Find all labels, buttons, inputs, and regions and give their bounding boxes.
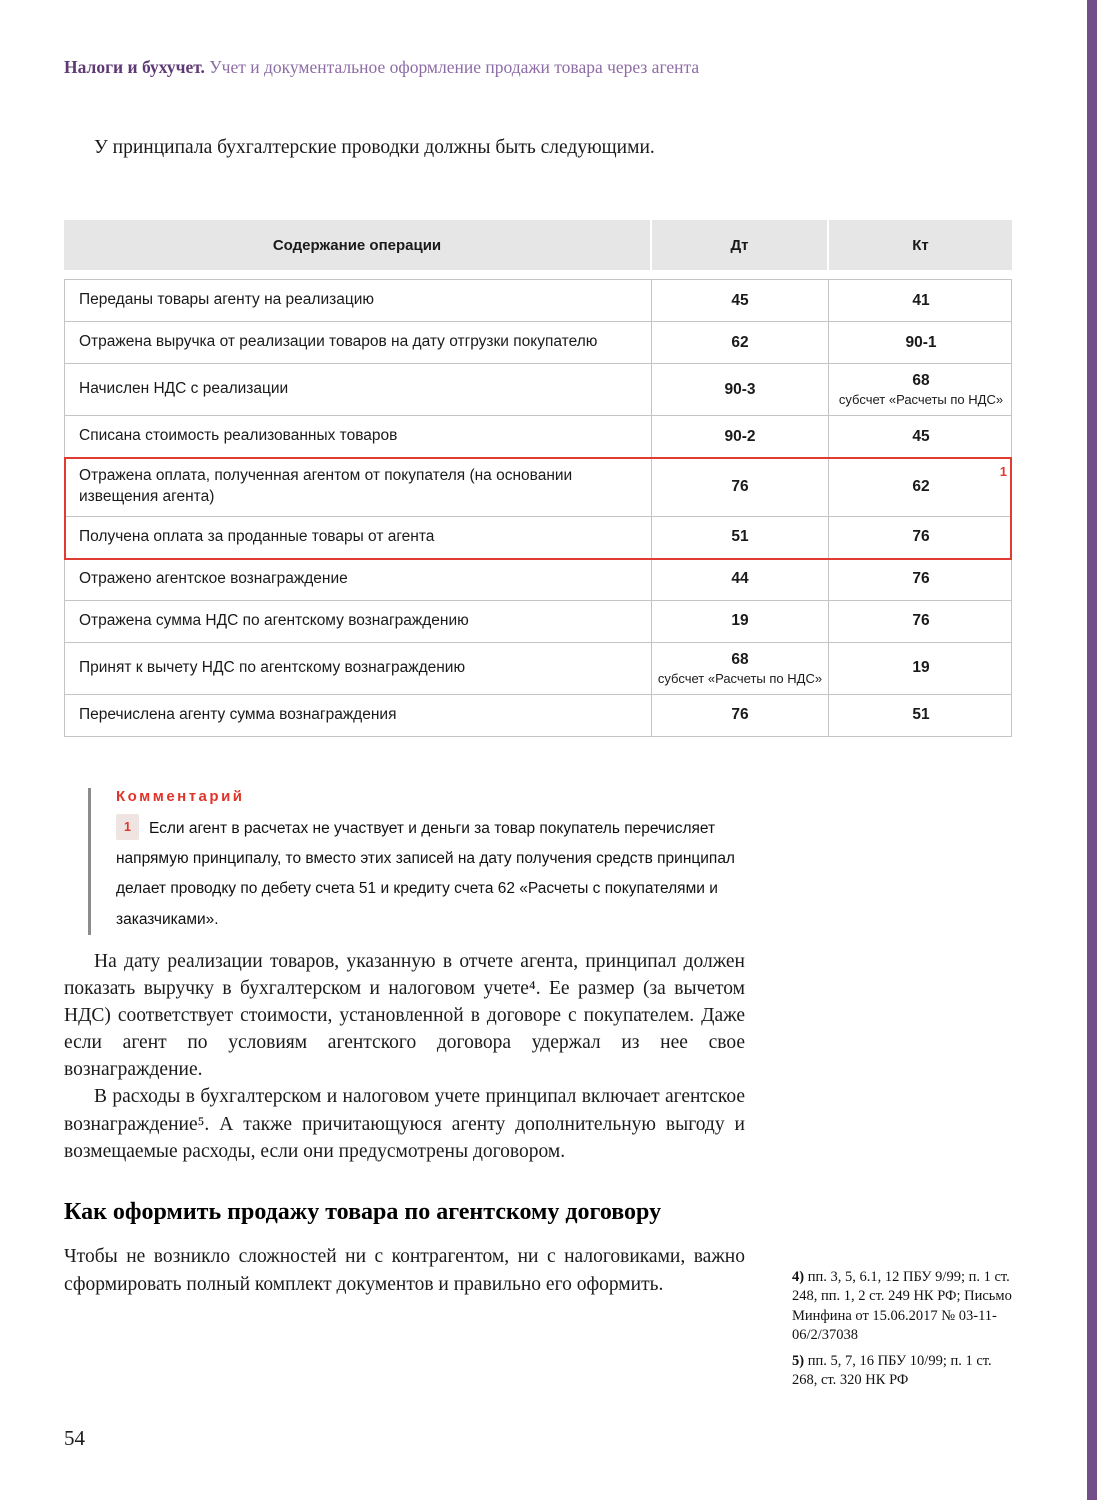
right-accent-bar <box>1087 0 1097 1500</box>
debit-cell: 45 <box>651 280 828 321</box>
debit-cell: 68 субсчет «Расчеты по НДС» <box>651 643 828 694</box>
operation-cell: Перечислена агенту сумма вознаграждения <box>79 705 397 723</box>
running-head <box>64 57 699 78</box>
intro-paragraph: У принципала бухгалтерские проводки должны быть следующими. <box>94 137 655 158</box>
credit-cell: 90-1 <box>828 322 1013 363</box>
footnote <box>792 1268 1018 1345</box>
operation-cell: Отражена оплата, полученная агентом от покупателя (на основании извещения агента) <box>79 467 573 505</box>
comment-number-badge: 1 <box>116 814 139 840</box>
page-number: 54 <box>64 1426 85 1450</box>
comment-title: Комментарий <box>116 788 245 805</box>
paragraph: На дату реализации товаров, указанную в отчете агента, принципал должен показать выручку в бухгалтерском и налоговом учете⁴. Ее размер (за вычетом НДС) соответствует стоимости, установленной в договоре с покупателем. Даже если агент по условиям агентского договора удержал из нее свое вознаграждение. <box>64 951 745 1081</box>
operation-cell: Получена оплата за проданные товары от агента <box>79 527 435 545</box>
credit-cell: 45 <box>828 416 1013 457</box>
table-row <box>65 364 1011 416</box>
debit-cell: 19 <box>651 601 828 642</box>
operation-cell: Начислен НДС с реализации <box>79 380 289 398</box>
debit-cell: 51 <box>651 517 828 558</box>
table-row <box>65 559 1011 601</box>
operation-cell: Списана стоимость реализованных товаров <box>79 427 398 445</box>
credit-cell: 51 <box>828 695 1013 736</box>
debit-cell: 76 <box>651 458 828 516</box>
header-debit: Дт <box>650 220 827 270</box>
table-row <box>65 280 1011 322</box>
table-row <box>65 416 1011 458</box>
table-row <box>65 601 1011 643</box>
footnote-label: 4) <box>792 1269 805 1285</box>
table-row <box>65 322 1011 364</box>
footnote-text: пп. 5, 7, 16 ПБУ 10/99; п. 1 ст. 268, ст. 320 НК РФ <box>792 1353 992 1389</box>
credit-cell: 76 <box>828 517 1013 558</box>
footnotes <box>792 1268 1018 1398</box>
footnote <box>792 1352 1018 1391</box>
paragraph: В расходы в бухгалтерском и налоговом учете принципал включает агентское вознаграждение⁵. А также причитающуюся агенту дополнительную выгоду и возмещаемые расходы, если они предусмотрены договором. <box>64 1086 745 1162</box>
footnote-label: 5) <box>792 1353 805 1370</box>
operation-cell: Отражена выручка от реализации товаров на дату отгрузки покупателю <box>79 333 598 351</box>
operation-cell: Отражена сумма НДС по агентскому вознаграждению <box>79 611 469 629</box>
article-title: Учет и документальное оформление продажи товара через агента <box>209 57 700 77</box>
operation-cell: Переданы товары агенту на реализацию <box>79 291 375 309</box>
table-row <box>65 695 1011 736</box>
debit-cell: 62 <box>651 322 828 363</box>
debit-cell: 90-2 <box>651 416 828 457</box>
section-heading: Как оформить продажу товара по агентскому договору <box>64 1198 662 1225</box>
debit-cell: 90-3 <box>651 364 828 415</box>
comment-text <box>116 814 738 935</box>
credit-cell: 41 <box>828 280 1013 321</box>
comment-reference-marker: 1 <box>999 464 1007 479</box>
subaccount-label: субсчет «Расчеты по НДС» <box>657 670 823 686</box>
footnote-text: пп. 3, 5, 6.1, 12 ПБУ 9/99; п. 1 ст. 248, пп. 1, 2 ст. 249 НК РФ; Письмо Минфина от 15.06.2017 № 03-11-06/2/37038 <box>792 1269 1012 1343</box>
table-row <box>65 643 1011 695</box>
subaccount-label: субсчет «Расчеты по НДС» <box>838 392 1004 407</box>
table-body <box>64 279 1012 737</box>
credit-cell: 76 <box>828 559 1013 600</box>
header-operation: Содержание операции <box>272 236 442 254</box>
credit-cell: 19 <box>828 643 1013 694</box>
highlighted-rows-group <box>65 458 1011 559</box>
operation-cell: Отражено агентское вознаграждение <box>79 569 348 587</box>
debit-cell: 76 <box>651 695 828 736</box>
credit-cell: 62 <box>828 458 1013 516</box>
main-text-column <box>64 948 745 1298</box>
operation-cell: Принят к вычету НДС по агентскому вознаграждению <box>79 658 466 676</box>
comment-body: Если агент в расчетах не участвует и деньги за товар покупатель перечисляет напрямую принципалу, то вместо этих записей на дату получения средств принципал делает проводку по дебету счета 51 и кредиту счета 62 «Расчеты с покупателями и заказчиками». <box>116 820 735 928</box>
accounting-entries-table <box>64 220 1012 737</box>
debit-cell: 44 <box>651 559 828 600</box>
table-row <box>65 517 1011 559</box>
credit-cell: 68 субсчет «Расчеты по НДС» <box>828 364 1013 415</box>
comment-block <box>88 788 743 935</box>
paragraph: Чтобы не возникло сложностей ни с контрагентом, ни с налоговиками, важно сформировать полный комплект документов и правильно его оформить. <box>64 1246 745 1295</box>
section-brand: Налоги и бухучет. <box>64 57 205 77</box>
table-row <box>65 458 1011 517</box>
header-credit: Кт <box>827 220 1012 270</box>
credit-cell: 76 <box>828 601 1013 642</box>
table-header-row <box>64 220 1012 270</box>
